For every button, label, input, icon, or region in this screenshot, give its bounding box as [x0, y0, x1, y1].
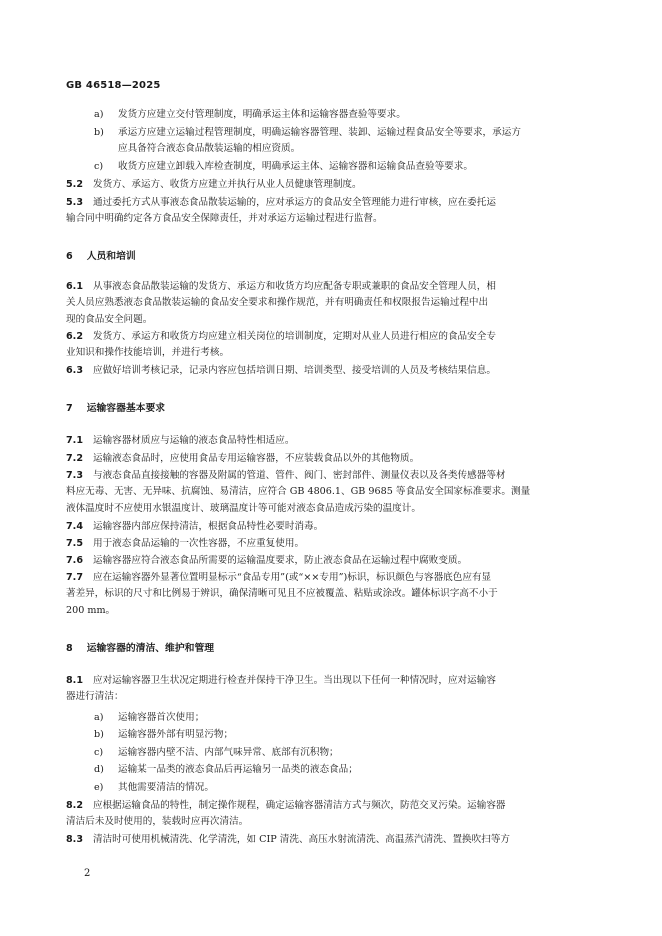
- list-item: [94, 781, 214, 794]
- list-item: [94, 763, 358, 776]
- clause-number: 8.2: [66, 800, 83, 811]
- line-text: 200 mm。: [66, 605, 116, 616]
- line-text: 应根据运输食品的特性，制定操作规程，确定运输容器清洁方式与频次，防范交叉污染。运输容器: [93, 800, 506, 811]
- list-item: [94, 126, 521, 139]
- line-text: 运输容器应符合液态食品所需要的运输温度要求，防止液态食品在运输过程中腐败变质。: [93, 555, 468, 566]
- list-item-label: b): [94, 729, 104, 740]
- paragraph-line: [66, 212, 383, 225]
- line-text: 发货方应建立交付管理制度，明确承运主体和运输容器查验等要求。: [118, 109, 406, 120]
- clause: [66, 434, 294, 447]
- list-item-label: d): [94, 764, 104, 775]
- standard-header: GB 46518—2025: [66, 80, 161, 91]
- clause-number: 7.3: [66, 470, 83, 481]
- line-text: 运输容器首次使用；: [118, 712, 205, 723]
- clause: [66, 364, 496, 377]
- clause-number: 8.1: [66, 675, 83, 686]
- line-text: 运输某一品类的液态食品后再运输另一品类的液态食品；: [118, 764, 358, 775]
- clause: [66, 674, 496, 687]
- clause-number: 6.3: [66, 365, 83, 376]
- line-text: 应对运输容器卫生状况定期进行检查并保持干净卫生。当出现以下任何一种情况时，应对运输容: [93, 675, 496, 686]
- line-text: 料应无毒、无害、无异味、抗腐蚀、易清洁，应符合 GB 4806.1、GB 9685 等食品安全国家标准要求。测量: [66, 486, 531, 497]
- clause-number: 6: [66, 251, 73, 262]
- line-text: 著差异，标识的尺寸和比例易于辨识，确保清晰可见且不应被覆盖、粘贴或涂改。罐体标识字高不小于: [66, 588, 498, 599]
- paragraph-line: [66, 815, 248, 828]
- line-text: 关人员应熟悉液态食品散装运输的食品安全要求和操作规范，并有明确责任和权限报告运输过程中出: [66, 297, 489, 308]
- clause-number: 7.1: [66, 435, 83, 446]
- line-text: 收货方应建立卸载入库检查制度，明确承运主体、运输容器和运输食品查验等要求。: [118, 161, 473, 172]
- list-item-label: e): [94, 782, 104, 793]
- paragraph-line: [66, 346, 229, 359]
- line-text: 应具备符合液态食品散装运输的相应资质。: [118, 143, 301, 154]
- clause-number: 7.5: [66, 538, 83, 549]
- clause: [66, 196, 496, 209]
- line-text: 运输液态食品时，应使用食品专用运输容器，不应装载食品以外的其他物质。: [93, 453, 420, 464]
- paragraph-line: [66, 313, 152, 326]
- line-text: 输合同中明确约定各方食品安全保障责任，并对承运方运输过程进行监督。: [66, 213, 383, 224]
- clause: [66, 833, 510, 846]
- line-text: 其他需要清洁的情况。: [118, 782, 214, 793]
- list-item-label: c): [94, 161, 104, 172]
- line-text: 清洁后未及时使用的，装载时应再次清洁。: [66, 816, 249, 827]
- line-text: 通过委托方式从事液态食品散装运输的，应对承运方的食品安全管理能力进行审核，应在委托运: [93, 197, 496, 208]
- list-item-label: a): [94, 712, 104, 723]
- list-item: [94, 728, 233, 741]
- line-text: 运输容器内部应保持清洁，根据食品特性必要时消毒。: [93, 521, 324, 532]
- paragraph-line: [66, 604, 115, 617]
- paragraph-line: [118, 142, 300, 155]
- line-text: 运输容器外部有明显污物；: [118, 729, 234, 740]
- paragraph-line: [66, 587, 498, 600]
- line-text: 用于液态食品运输的一次性容器，不应重复使用。: [93, 538, 305, 549]
- line-text: 现的食品安全问题。: [66, 314, 153, 325]
- paragraph-line: [66, 485, 530, 498]
- line-text: 运输容器材质应与运输的液态食品特性相适应。: [93, 435, 295, 446]
- clause: [66, 520, 323, 533]
- section-title: 运输容器基本要求: [86, 403, 166, 414]
- clause-number: 5.3: [66, 197, 83, 208]
- list-item: [94, 746, 339, 759]
- line-text: 业知识和操作技能培训，并进行考核。: [66, 347, 230, 358]
- clause-number: 8: [66, 643, 73, 654]
- line-text: 液体温度时不应使用水银温度计、玻璃温度计等可能对液态食品造成污染的温度计。: [66, 503, 421, 514]
- list-item-label: b): [94, 127, 104, 138]
- clause-number: 6.1: [66, 281, 83, 292]
- clause: [66, 799, 506, 812]
- list-item: [94, 711, 204, 724]
- line-text: 与液态食品直接接触的容器及附属的管道、管件、阀门、密封部件、测量仪表以及各类传感器等材: [93, 470, 506, 481]
- list-item: [94, 108, 406, 121]
- list-item-label: c): [94, 747, 104, 758]
- section-heading: [66, 250, 136, 263]
- clause-number: 7.4: [66, 521, 83, 532]
- paragraph-line: [66, 690, 124, 703]
- clause: [66, 537, 304, 550]
- section-heading: [66, 642, 214, 655]
- list-item: [94, 160, 473, 173]
- list-item-label: a): [94, 109, 104, 120]
- clause-number: 6.2: [66, 331, 83, 342]
- paragraph-line: [66, 296, 488, 309]
- clause-number: 7.7: [66, 572, 83, 583]
- clause: [66, 571, 491, 584]
- clause-number: 7.6: [66, 555, 83, 566]
- line-text: 发货方、承运方、收货方应建立并执行从业人员健康管理制度。: [93, 179, 362, 190]
- clause: [66, 452, 419, 465]
- line-text: 器进行清洁：: [66, 691, 124, 702]
- section-heading: [66, 402, 165, 415]
- line-text: 应做好培训考核记录，记录内容应包括培训日期、培训类型、接受培训的人员及考核结果信息。: [93, 365, 496, 376]
- line-text: 运输容器内壁不洁、内部气味异常、底部有沉积物；: [118, 747, 339, 758]
- section-title: 运输容器的清洁、维护和管理: [86, 643, 215, 654]
- clause: [66, 280, 496, 293]
- section-title: 人员和培训: [86, 251, 136, 262]
- line-text: 从事液态食品散装运输的发货方、承运方和收货方均应配备专职或兼职的食品安全管理人员，相: [93, 281, 496, 292]
- line-text: 清洁时可使用机械清洗、化学清洗，如 CIP 清洗、高压水射流清洗、高温蒸汽清洗、置换吹扫等方: [93, 834, 511, 845]
- clause-number: 8.3: [66, 834, 83, 845]
- line-text: 承运方应建立运输过程管理制度，明确运输容器管理、装卸、运输过程食品安全等要求，承运方: [118, 127, 521, 138]
- line-text: 发货方、承运方和收货方均应建立相关岗位的培训制度，定期对从业人员进行相应的食品安全专: [93, 331, 496, 342]
- clause: [66, 554, 467, 567]
- clause: [66, 178, 362, 191]
- page-number: 2: [84, 868, 91, 879]
- clause-number: 5.2: [66, 179, 83, 190]
- clause: [66, 330, 496, 343]
- line-text: 应在运输容器外显著位置明显标示“食品专用”(或“××专用”)标识，标识颜色与容器底色应有显: [93, 572, 492, 583]
- clause: [66, 469, 506, 482]
- clause-number: 7: [66, 403, 73, 414]
- paragraph-line: [66, 502, 421, 515]
- clause-number: 7.2: [66, 453, 83, 464]
